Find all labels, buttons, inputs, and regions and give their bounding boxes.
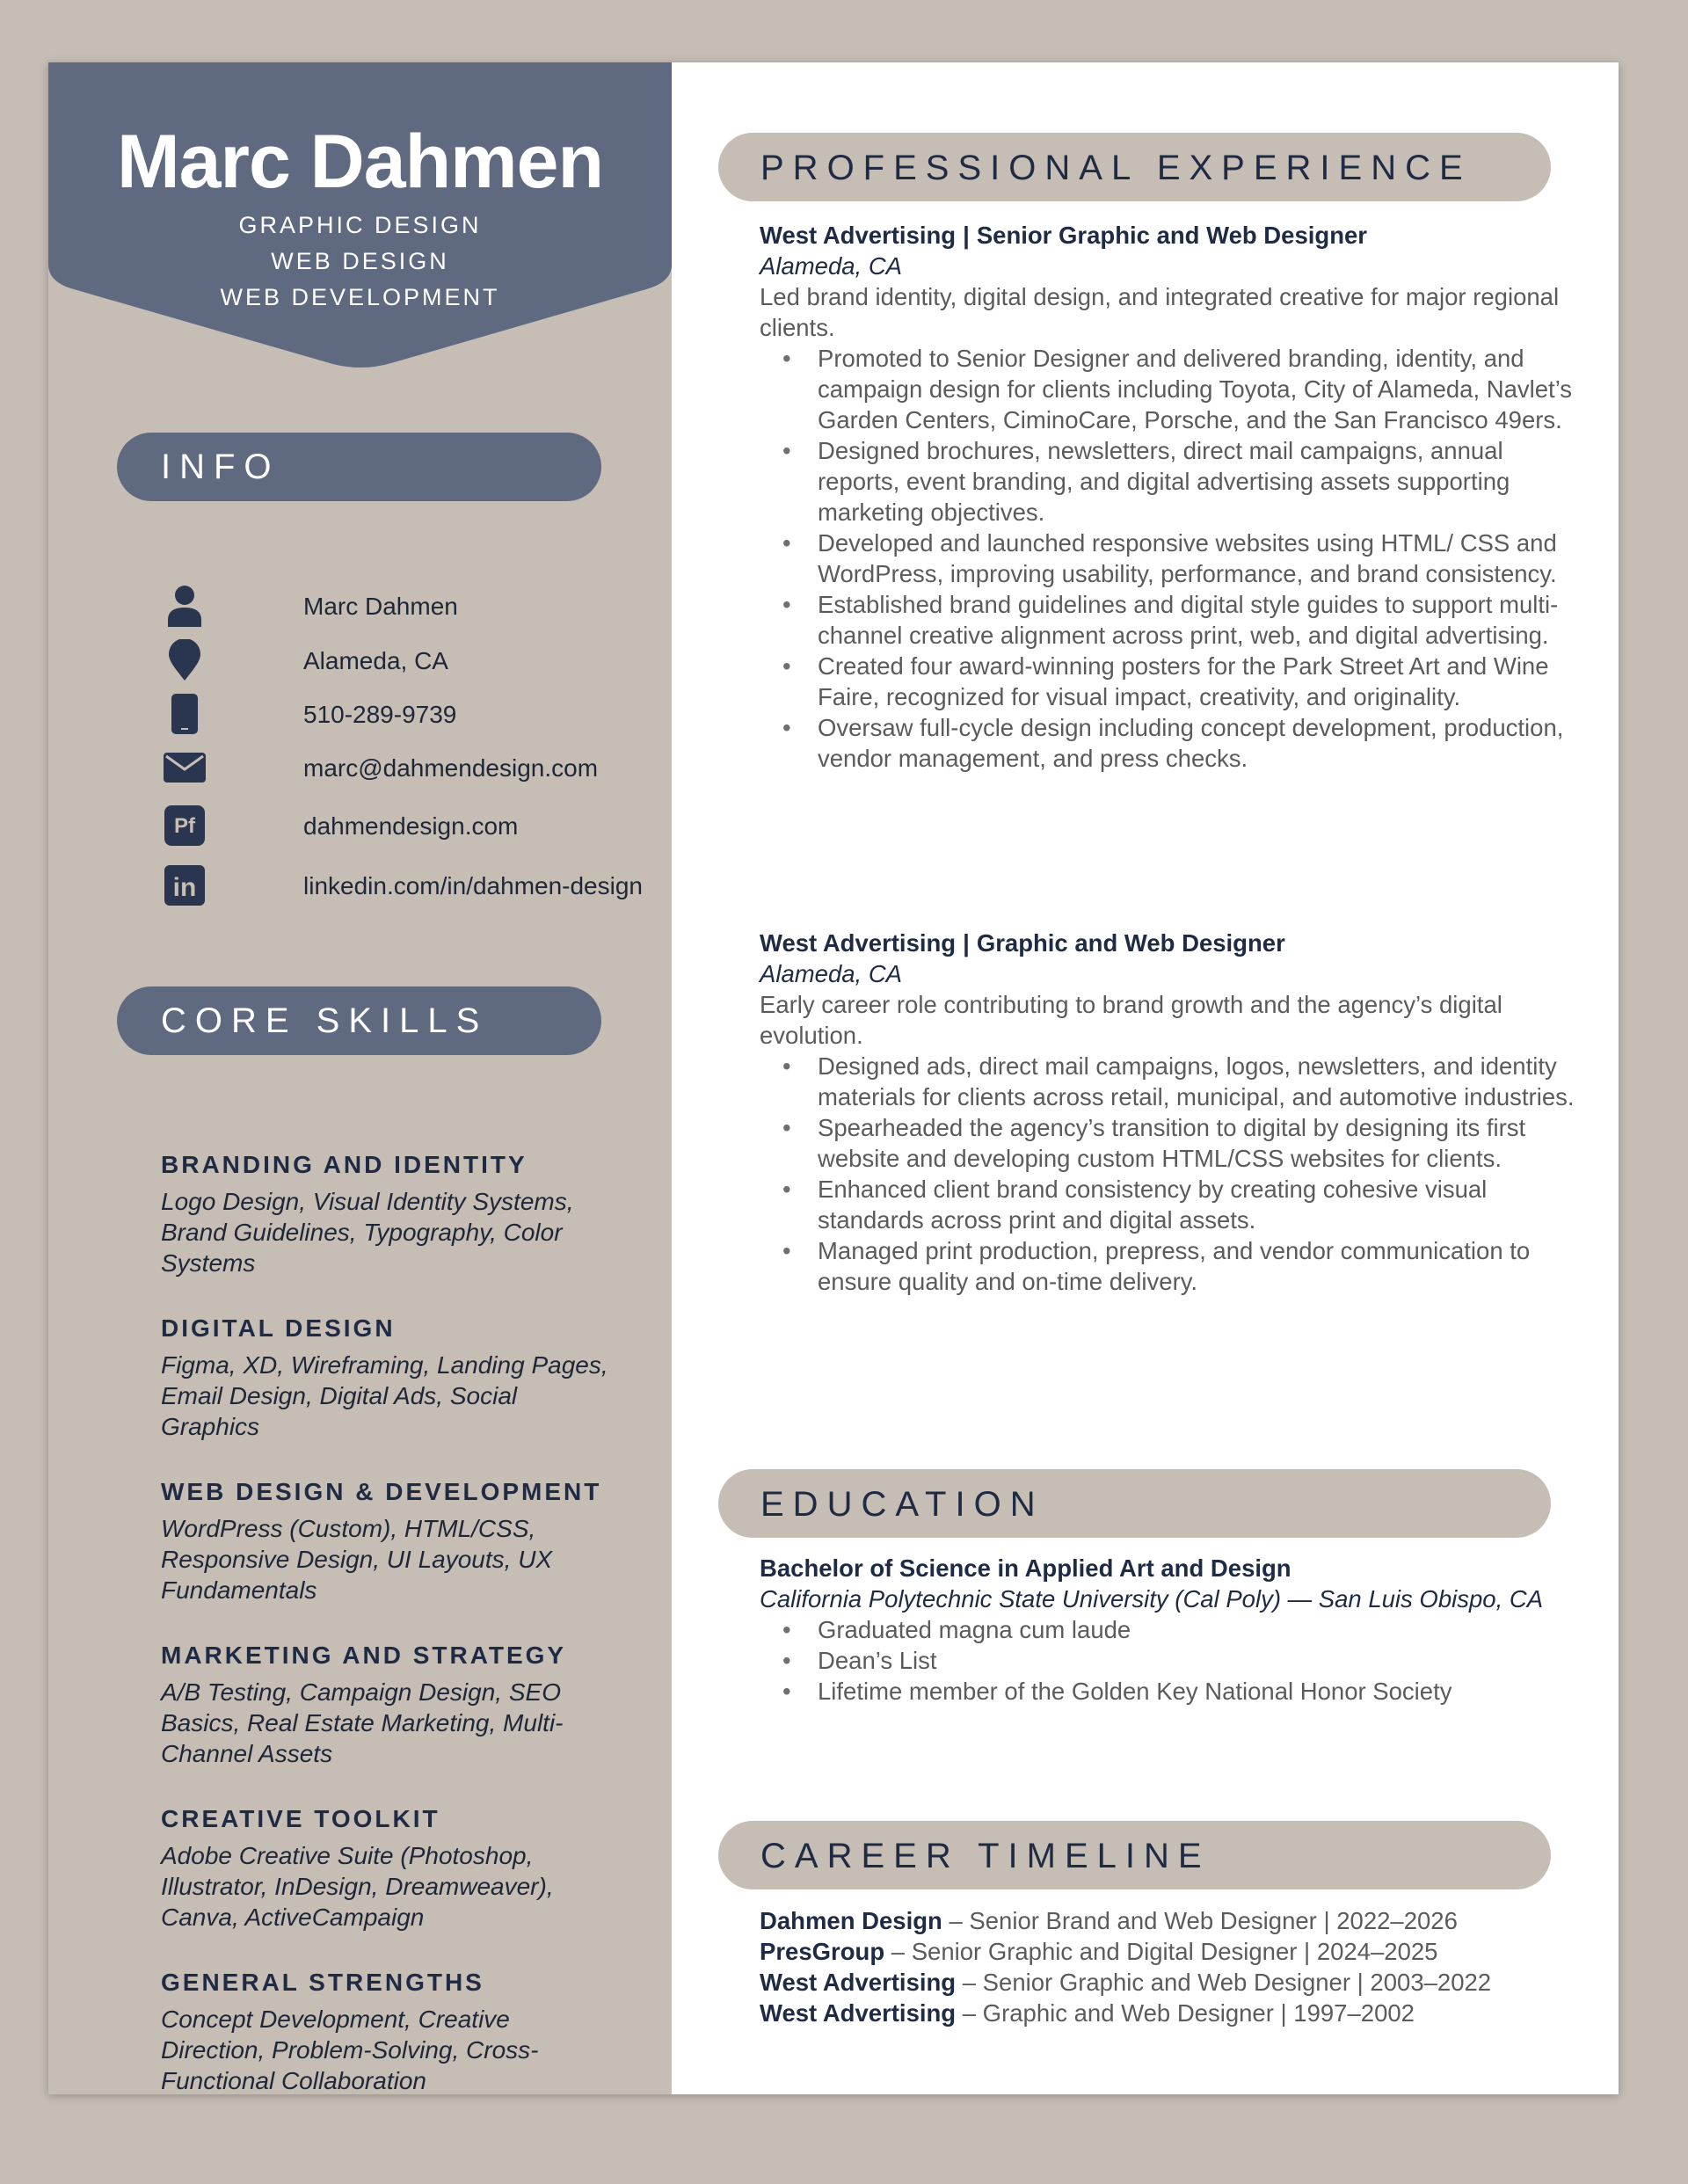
skill-text: Concept Development, Creative Direction, Problem-Solving, Cross-Functional Collaboration [161, 2006, 539, 2094]
header-banner [48, 62, 672, 375]
timeline-detail: – Graphic and Web Designer | 1997–2002 [956, 1999, 1415, 2027]
education-heading: EDUCATION [718, 1469, 1551, 1538]
info-text: 510-289-9739 [303, 701, 457, 728]
info-text: Alameda, CA [303, 647, 448, 674]
timeline-detail: – Senior Graphic and Web Designer | 2003–2022 [956, 1969, 1492, 1996]
timeline-detail: – Senior Brand and Web Designer | 2022–2026 [942, 1907, 1458, 1934]
skill-text: WordPress (Custom), HTML/CSS, Responsive Design, UI Layouts, UX Fundamentals [161, 1515, 553, 1604]
resume-page [48, 62, 1619, 2094]
education-degree: Bachelor of Science in Applied Art and Design [760, 1554, 1291, 1582]
skill-group [161, 1478, 653, 1605]
timeline-company: PresGroup [760, 1938, 885, 1965]
job-separator: | [963, 222, 970, 249]
job-entry [760, 220, 1586, 774]
candidate-name: Marc Dahmen [117, 120, 603, 204]
job-company: West Advertising [760, 222, 957, 249]
linkedin-icon-label: in [172, 873, 197, 902]
job-bullet: • Designed brochures, newsletters, direct mail campaigns, annual reports, event branding, and digital advertising assets supporting marketing objectives. [782, 435, 1586, 528]
info-row-name [163, 584, 664, 628]
main-content [672, 62, 1619, 2094]
envelope-icon [163, 746, 207, 790]
skill-text: Figma, XD, Wireframing, Landing Pages, Email Design, Digital Ads, Social Graphics [161, 1351, 608, 1440]
info-row-location [163, 638, 664, 682]
job-bullet: • Designed ads, direct mail campaigns, logos, newsletters, and identity materials for clients across retail, municipal, and automotive industries. [782, 1051, 1586, 1112]
title-line: GRAPHIC DESIGN [238, 212, 482, 238]
skill-title: BRANDING AND IDENTITY [161, 1151, 528, 1178]
info-text[interactable]: dahmendesign.com [303, 812, 519, 840]
info-text: Marc Dahmen [303, 593, 458, 620]
timeline-company: West Advertising [760, 1999, 957, 2027]
job-bullet: • Spearheaded the agency’s transition to digital by designing its first website and developing custom HTML/CSS websites for clients. [782, 1112, 1586, 1174]
skill-title: WEB DESIGN & DEVELOPMENT [161, 1478, 602, 1505]
job-bullet: • Created four award-winning posters for the Park Street Art and Wine Faire, recognized for visual impact, creativity, and originality. [782, 651, 1586, 712]
portfolio-icon [163, 804, 207, 848]
skill-title: GENERAL STRENGTHS [161, 1969, 484, 1996]
job-separator: | [963, 929, 970, 957]
skill-text: Logo Design, Visual Identity Systems, Brand Guidelines, Typography, Color Systems [161, 1188, 574, 1277]
job-title: Graphic and Web Designer [976, 929, 1285, 957]
job-bullet: • Oversaw full-cycle design including concept development, production, vendor management, and press checks. [782, 712, 1586, 774]
location-pin-icon [163, 638, 207, 682]
career-timeline [760, 1905, 1586, 2028]
job-role-line [760, 928, 1586, 958]
education-entry [760, 1553, 1586, 1707]
info-row-website[interactable] [163, 804, 664, 848]
skill-group [161, 1314, 653, 1442]
job-summary: Early career role contributing to brand growth and the agency’s digital evolution. [760, 991, 1502, 1049]
timeline-company: Dahmen Design [760, 1907, 942, 1934]
title-line: WEB DESIGN [271, 248, 449, 274]
phone-icon [163, 692, 207, 736]
skill-group [161, 1151, 653, 1278]
timeline-company: West Advertising [760, 1969, 957, 1996]
timeline-row [760, 1936, 1586, 1967]
person-icon [163, 584, 207, 628]
info-heading: INFO [117, 433, 601, 501]
info-text[interactable]: linkedin.com/in/dahmen-design [303, 872, 643, 899]
job-bullets [782, 1051, 1586, 1297]
education-bullets [782, 1614, 1586, 1707]
job-role-line [760, 220, 1586, 251]
job-entry [760, 928, 1586, 1297]
info-row-email[interactable] [163, 746, 664, 790]
candidate-titles [48, 207, 672, 316]
skill-group [161, 1805, 653, 1933]
job-bullet: • Managed print production, prepress, and vendor communication to ensure quality and on-time delivery. [782, 1235, 1586, 1297]
core-skills-heading: CORE SKILLS [117, 986, 601, 1055]
timeline-row [760, 1967, 1586, 1998]
timeline-row [760, 1905, 1586, 1936]
job-bullet: • Established brand guidelines and digital style guides to support multi-channel creative alignment across print, web, and digital advertising. [782, 589, 1586, 651]
info-text[interactable]: marc@dahmendesign.com [303, 754, 599, 782]
skill-text: A/B Testing, Campaign Design, SEO Basics, Real Estate Marketing, Multi-Channel Assets [161, 1678, 564, 1767]
education-bullet: • Dean’s List [782, 1645, 1586, 1676]
timeline-detail: – Senior Graphic and Digital Designer | 2024–2025 [884, 1938, 1438, 1965]
experience-heading: PROFESSIONAL EXPERIENCE [718, 133, 1551, 201]
job-bullet: • Enhanced client brand consistency by creating cohesive visual standards across print and digital assets. [782, 1174, 1586, 1235]
linkedin-icon [163, 863, 207, 907]
info-row-phone [163, 692, 664, 736]
skill-title: MARKETING AND STRATEGY [161, 1642, 567, 1669]
sidebar [48, 62, 672, 2094]
job-bullets [782, 343, 1586, 774]
education-bullet: • Graduated magna cum laude [782, 1614, 1586, 1645]
skill-title: CREATIVE TOOLKIT [161, 1805, 440, 1832]
job-summary: Led brand identity, digital design, and integrated creative for major regional clients. [760, 283, 1560, 341]
education-bullet: • Lifetime member of the Golden Key National Honor Society [782, 1676, 1586, 1707]
career-timeline-heading: CAREER TIMELINE [718, 1821, 1551, 1889]
job-company: West Advertising [760, 929, 957, 957]
title-line: WEB DEVELOPMENT [220, 284, 500, 310]
job-location: Alameda, CA [760, 252, 903, 280]
job-bullet: • Developed and launched responsive websites using HTML/ CSS and WordPress, improving usability, performance, and brand consistency. [782, 528, 1586, 589]
skill-text: Adobe Creative Suite (Photoshop, Illustrator, InDesign, Dreamweaver), Canva, ActiveCampaign [161, 1842, 554, 1931]
timeline-row [760, 1998, 1586, 2028]
portfolio-icon-label: Pf [174, 814, 195, 838]
education-school: California Polytechnic State University (Cal Poly) — San Luis Obispo, CA [760, 1585, 1544, 1613]
info-row-linkedin[interactable] [163, 863, 664, 907]
job-title: Senior Graphic and Web Designer [976, 222, 1367, 249]
skill-group [161, 1969, 653, 2096]
skill-group [161, 1642, 653, 1769]
job-location: Alameda, CA [760, 960, 903, 987]
job-bullet: • Promoted to Senior Designer and delivered branding, identity, and campaign design for clients including Toyota, City of Alameda, Navlet’s Garden Centers, CiminoCare, Porsche, and the San Francisco 49ers. [782, 343, 1586, 435]
skill-title: DIGITAL DESIGN [161, 1314, 396, 1342]
